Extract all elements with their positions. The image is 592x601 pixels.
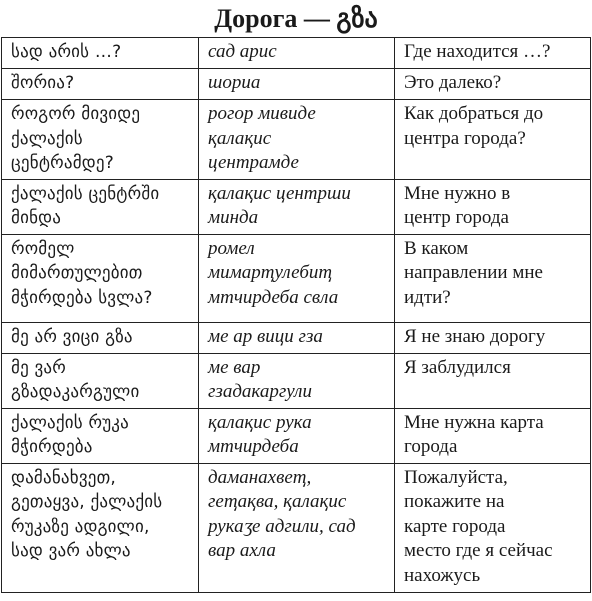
russian-phrase-cell <box>395 179 591 234</box>
georgian-phrase-line: გეთაყვა, ქალაქის <box>11 492 163 512</box>
georgian-phrase-line: ცენტრამდე? <box>11 153 114 173</box>
georgian-phrase-cell <box>2 69 199 100</box>
georgian-phrase-line: ქალაქის <box>11 128 83 149</box>
georgian-phrase-line: როგორ მივიდე <box>11 104 141 124</box>
transliteration-line: қалақис рука <box>208 411 312 433</box>
russian-phrase-cell <box>395 322 591 353</box>
transliteration-cell <box>199 408 395 463</box>
georgian-phrase-line: სად ვარ ახლა <box>11 541 131 561</box>
transliteration-line: рогор мивиде <box>208 103 316 124</box>
georgian-phrase-line: მე ვარ <box>11 357 66 378</box>
georgian-phrase-line: შორია? <box>11 73 75 93</box>
transliteration-line: ме ар вици гза <box>208 325 323 347</box>
transliteration-cell <box>199 38 395 69</box>
russian-phrase-line: направлении мне <box>404 262 543 283</box>
transliteration-cell <box>199 69 395 100</box>
transliteration-line: шориа <box>208 72 261 93</box>
georgian-phrase-line: ქალაქის რუკა <box>11 412 129 433</box>
transliteration-line: вар ахла <box>208 540 276 561</box>
russian-phrase-cell <box>395 69 591 100</box>
table-row <box>2 408 591 463</box>
phrasebook-table <box>1 37 591 593</box>
transliteration-line: ромел <box>208 237 255 259</box>
russian-phrase-line: Как добраться до <box>404 103 544 124</box>
georgian-phrase-line: მჭირდება <box>11 437 93 457</box>
russian-phrase-line: идти? <box>404 286 451 308</box>
russian-phrase-line: место где я сейчас <box>404 540 553 561</box>
georgian-phrase-cell <box>2 322 199 353</box>
georgian-phrase-cell <box>2 234 199 322</box>
russian-phrase-cell <box>395 408 591 463</box>
transliteration-line: қалақис центрши <box>208 182 351 204</box>
georgian-phrase-cell <box>2 38 199 69</box>
table-row <box>2 234 591 322</box>
transliteration-cell <box>199 100 395 180</box>
russian-phrase-line: Я заблудился <box>404 356 511 378</box>
transliteration-line: мимарҭулебиҭ <box>208 262 333 283</box>
russian-phrase-line: Пожалуйста, <box>404 466 508 488</box>
russian-phrase-line: нахожусь <box>404 564 481 586</box>
transliteration-line: мтчирдеба <box>208 436 299 457</box>
georgian-phrase-line: მე არ ვიცი გზა <box>11 326 133 347</box>
georgian-phrase-line: ქალაქის ცენტრში <box>11 183 160 204</box>
russian-phrase-cell <box>395 234 591 322</box>
transliteration-line: рукаӡе адгили, сад <box>208 515 356 537</box>
transliteration-line: минда <box>208 207 259 228</box>
russian-phrase-line: центр города <box>404 207 509 228</box>
russian-phrase-line: Где находится …? <box>404 41 551 62</box>
phrasebook-rows <box>2 38 591 593</box>
russian-phrase-line: Мне нужна карта <box>404 411 544 433</box>
georgian-phrase-line: რომელ <box>11 238 75 259</box>
table-row <box>2 179 591 234</box>
transliteration-line: гзадакаргули <box>208 381 312 402</box>
georgian-phrase-line: მჭირდება სვლა? <box>11 287 153 308</box>
russian-phrase-line: покажите на <box>404 491 505 512</box>
transliteration-line: сад арис <box>208 41 277 62</box>
transliteration-line: центрамде <box>208 152 299 173</box>
transliteration-line: қалақис <box>208 127 272 149</box>
transliteration-line: даманахвеҭ, <box>208 466 312 488</box>
georgian-phrase-cell <box>2 353 199 408</box>
page-title: Дорога — გზა <box>214 4 378 33</box>
georgian-phrase-cell <box>2 463 199 592</box>
georgian-phrase-line: მიმართულებით <box>11 263 143 283</box>
table-row <box>2 353 591 408</box>
transliteration-cell <box>199 353 395 408</box>
transliteration-line: мтчирдеба свла <box>208 286 339 308</box>
russian-phrase-cell <box>395 38 591 69</box>
transliteration-cell <box>199 322 395 353</box>
transliteration-line: геҭақва, қалақис <box>208 491 347 512</box>
transliteration-line: ме вар <box>208 356 261 378</box>
russian-phrase-line: В каком <box>404 237 469 259</box>
russian-phrase-line: центра города? <box>404 127 526 149</box>
russian-phrase-cell <box>395 100 591 180</box>
georgian-phrase-cell <box>2 100 199 180</box>
transliteration-cell <box>199 463 395 592</box>
georgian-phrase-line: გზადაკარგული <box>11 382 140 402</box>
transliteration-cell <box>199 234 395 322</box>
georgian-phrase-line: დამანახვეთ, <box>11 467 117 488</box>
russian-phrase-line: Я не знаю дорогу <box>404 325 546 347</box>
georgian-phrase-cell <box>2 179 199 234</box>
table-row <box>2 38 591 69</box>
russian-phrase-line: карте города <box>404 515 506 537</box>
georgian-phrase-line: რუკაზე ადგილი, <box>11 516 150 537</box>
table-row <box>2 69 591 100</box>
table-row <box>2 463 591 592</box>
russian-phrase-cell <box>395 353 591 408</box>
russian-phrase-line: города <box>404 436 458 457</box>
georgian-phrase-line: სად არის …? <box>11 42 122 62</box>
georgian-phrase-line: მინდა <box>11 208 62 228</box>
russian-phrase-cell <box>395 463 591 592</box>
russian-phrase-line: Мне нужно в <box>404 182 511 204</box>
table-row <box>2 100 591 180</box>
table-row <box>2 322 591 353</box>
georgian-phrase-cell <box>2 408 199 463</box>
russian-phrase-line: Это далеко? <box>404 72 502 93</box>
transliteration-cell <box>199 179 395 234</box>
